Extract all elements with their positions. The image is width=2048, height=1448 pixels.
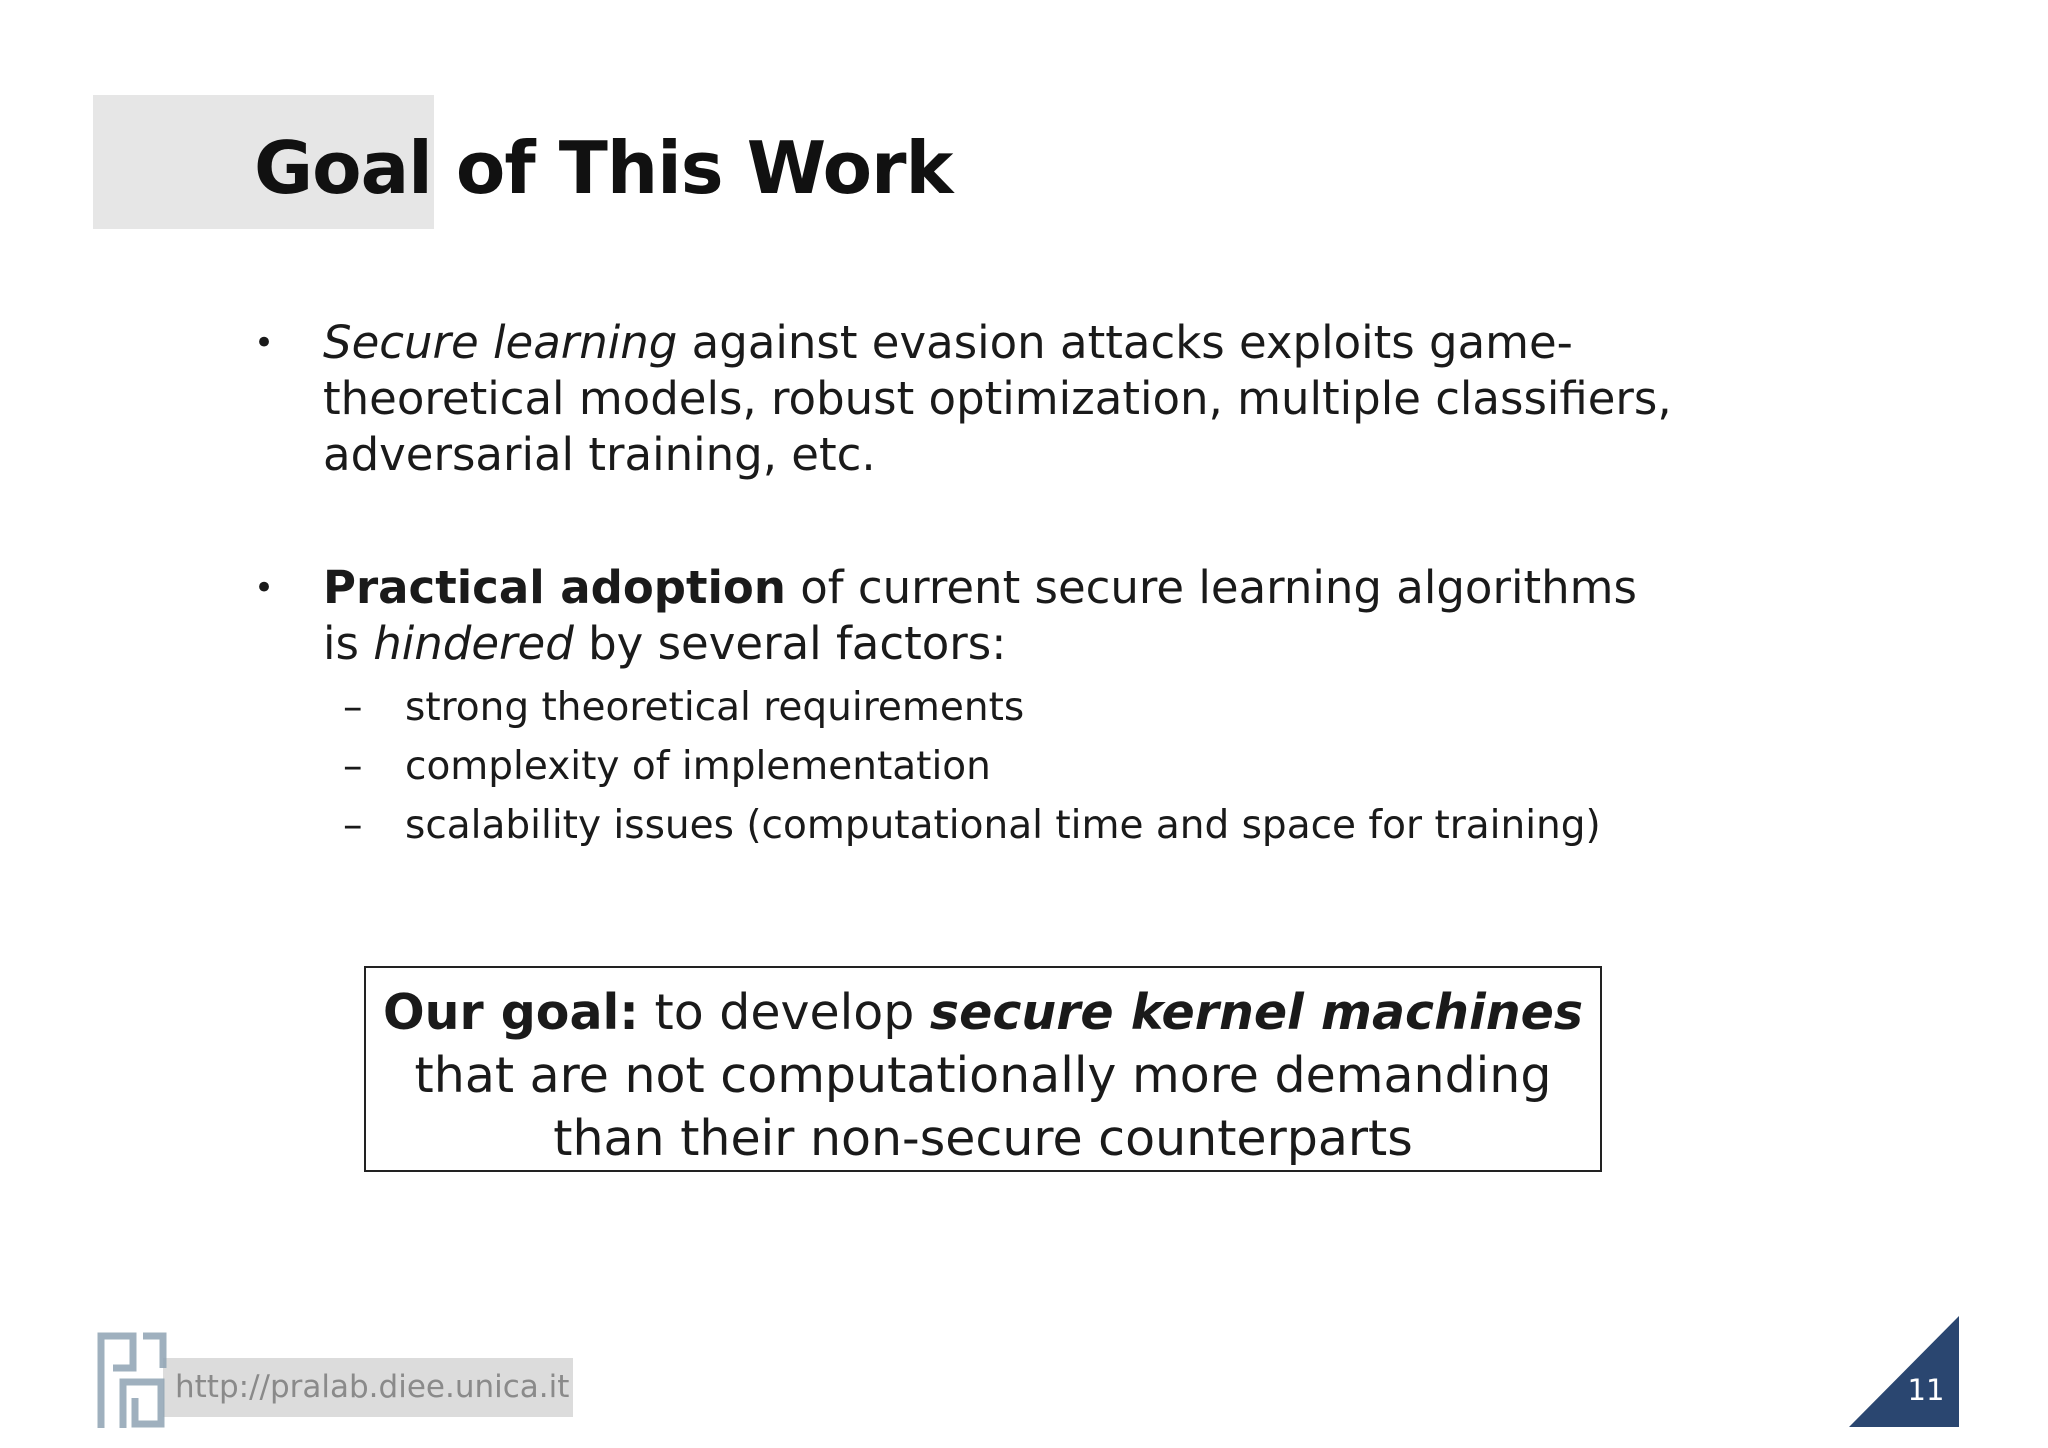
bullet-body-mid: of current secure learning algorithms is bbox=[323, 561, 1637, 670]
goal-bold-lead: Our goal: bbox=[382, 984, 639, 1041]
goal-line-3: than their non-secure counterparts bbox=[553, 1110, 1413, 1167]
bullet-item-practical-adoption bbox=[254, 560, 1674, 672]
dash-symbol: – bbox=[343, 803, 363, 848]
sub-item-text: scalability issues (computational time and space for training) bbox=[405, 803, 1601, 848]
sub-item bbox=[343, 679, 1024, 737]
bullet-item-secure-learning bbox=[254, 315, 1674, 483]
bullet-text bbox=[323, 315, 1674, 483]
sub-item-text: strong theoretical requirements bbox=[405, 685, 1025, 730]
pralab-logo-icon bbox=[93, 1328, 169, 1432]
goal-emphasis: secure kernel machines bbox=[929, 984, 1584, 1041]
goal-box bbox=[364, 966, 1602, 1172]
bullet-body-end: by several factors: bbox=[573, 617, 1007, 670]
goal-line-2: that are not computationally more demanding bbox=[414, 1047, 1552, 1104]
bullet-bold-lead: Practical adoption bbox=[323, 561, 786, 614]
bullet-symbol: • bbox=[254, 323, 275, 363]
dash-symbol: – bbox=[343, 744, 363, 789]
bullet-body: against evasion attacks exploits game-theoretical models, robust optimization, multiple classifiers, adversarial training, etc. bbox=[323, 316, 1672, 481]
bullet-italic-lead: Secure learning bbox=[323, 316, 678, 369]
page-number: 11 bbox=[1907, 1373, 1945, 1407]
sub-item bbox=[343, 797, 1601, 855]
sub-item bbox=[343, 738, 991, 796]
slide-title: Goal of This Work bbox=[254, 126, 953, 210]
bullet-symbol: • bbox=[254, 568, 275, 608]
bullet-italic-word: hindered bbox=[373, 617, 574, 670]
goal-text: to develop bbox=[638, 984, 930, 1041]
footer-url-link[interactable]: http://pralab.diee.unica.it bbox=[175, 1369, 570, 1405]
goal-line-1 bbox=[366, 981, 1600, 1044]
dash-symbol: – bbox=[343, 685, 363, 730]
sub-item-text: complexity of implementation bbox=[405, 744, 991, 789]
bullet-text bbox=[323, 560, 1674, 672]
